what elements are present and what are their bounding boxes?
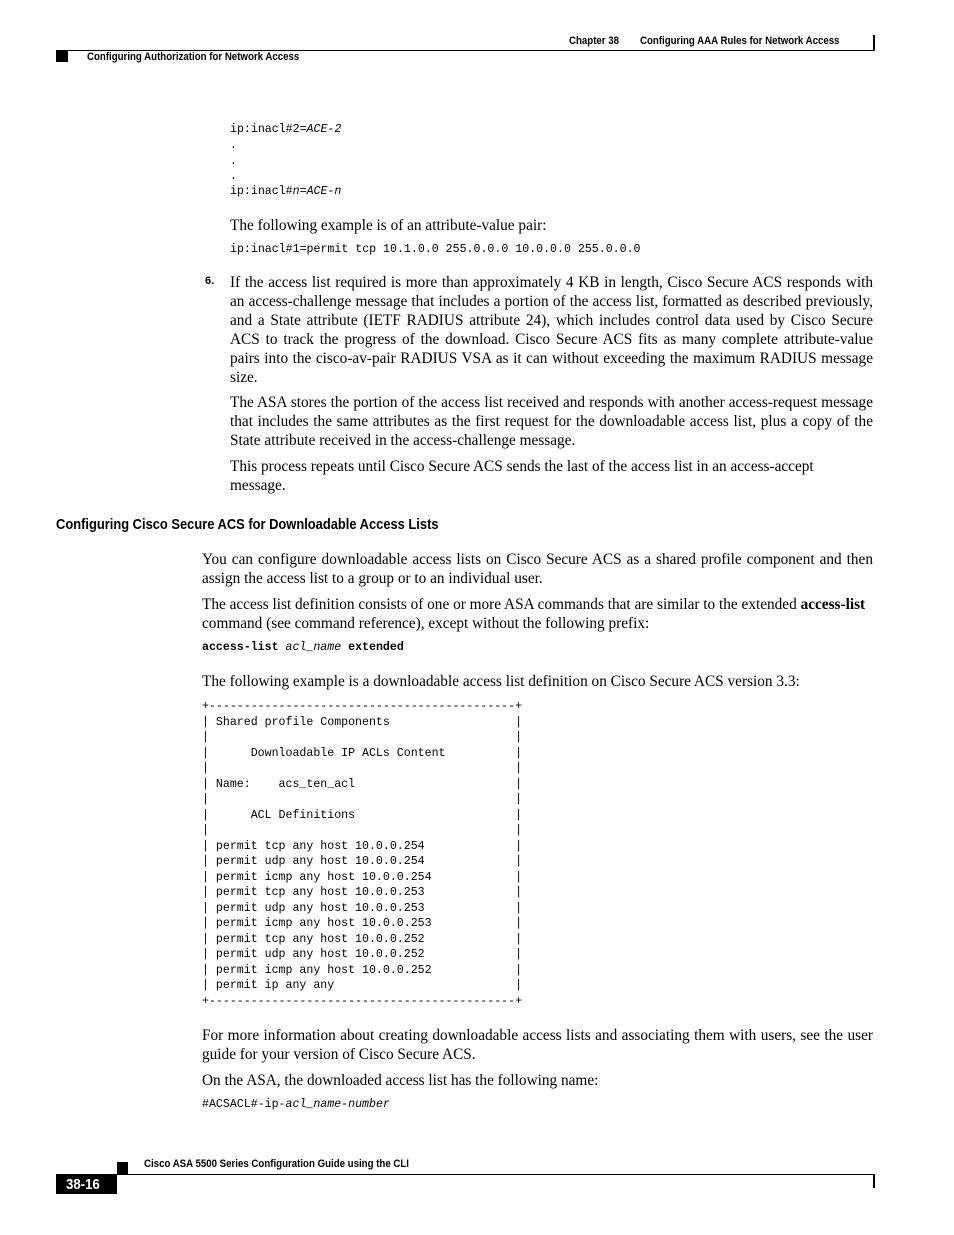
acl-box-line: | permit udp any host 10.0.0.253 |	[202, 901, 523, 915]
footer-marker	[117, 1162, 128, 1174]
acl-box-line: | Downloadable IP ACLs Content |	[202, 746, 523, 760]
acl-box-line: | |	[202, 824, 523, 837]
acl-box-line: +--------------------------------------------+	[202, 994, 523, 1008]
header-marker	[56, 50, 68, 62]
acl-box-line: | ACL Definitions |	[202, 808, 523, 822]
acl-box-line: | Shared profile Components |	[202, 715, 523, 729]
header-section: Configuring Authorization for Network Access	[87, 51, 300, 63]
code-dot: .	[230, 155, 237, 168]
avp-intro: The following example is of an attribute-value pair:	[230, 217, 547, 234]
acl-definition-box	[202, 699, 522, 1009]
paragraph: For more information about creating downloadable access lists and associating them with users, see the user guide for your version of Cisco Secure ACS.	[202, 1027, 873, 1063]
footer-rule	[117, 1174, 875, 1175]
acl-box-line: | permit udp any host 10.0.0.254 |	[202, 855, 523, 868]
step-number: 6.	[205, 275, 215, 287]
acl-name-format: #ACSACL#-ip-acl_name-number	[202, 1098, 390, 1111]
acl-box-line: | |	[202, 793, 523, 806]
code-line: ip:inacl#n=ACE-n	[230, 185, 342, 198]
acl-box-line: | Name: acs_ten_acl |	[202, 777, 523, 791]
paragraph: The access list definition consists of one or more ASA commands that are similar to the extended access-list command (see command reference), except without the following prefix:	[202, 596, 866, 632]
acl-box-line: | permit tcp any host 10.0.0.252 |	[202, 932, 523, 946]
acl-box-line: | |	[202, 762, 523, 775]
acl-box-line: +--------------------------------------------+	[202, 700, 523, 713]
header-chapter-title: Configuring AAA Rules for Network Access	[640, 35, 840, 47]
paragraph: You can configure downloadable access lists on Cisco Secure ACS as a shared profile component and then assign the access list to a group or to an individual user.	[202, 551, 873, 587]
code-line: ip:inacl#2=ACE-2	[230, 123, 342, 136]
avp-code: ip:inacl#1=permit tcp 10.1.0.0 255.0.0.0 10.0.0.0 255.0.0.0	[230, 243, 641, 256]
paragraph: The following example is a downloadable access list definition on Cisco Secure ACS version 3.3:	[202, 673, 800, 690]
step-text: If the access list required is more than approximately 4 KB in length, Cisco Secure ACS responds with an access-challenge message that includes a portion of the access list, formatted as described previously, and a State attribute (IETF RADIUS attribute 24), which includes control data used by Cisco Secure ACS to track the progress of the download. Cisco Secure ACS fits as many complete attribute-value pairs into the cisco-av-pair RADIUS VSA as it can without exceeding the maximum RADIUS message size.	[230, 274, 873, 386]
acl-box-line: | permit udp any host 10.0.0.252 |	[202, 948, 523, 961]
footer-guide-title: Cisco ASA 5500 Series Configuration Guide using the CLI	[144, 1158, 409, 1170]
acl-box-line: | |	[202, 731, 523, 744]
acl-box-line: | permit icmp any host 10.0.0.252 |	[202, 963, 523, 977]
acl-box-line: | permit tcp any host 10.0.0.253 |	[202, 886, 523, 899]
acl-box-line: | permit icmp any host 10.0.0.254 |	[202, 870, 523, 884]
header-rule-vertical	[873, 35, 875, 50]
footer-rule-vertical	[873, 1174, 875, 1188]
acl-box-line: | permit icmp any host 10.0.0.253 |	[202, 917, 523, 930]
acl-box-line: | permit ip any any |	[202, 979, 523, 992]
step-paragraph: The ASA stores the portion of the access list received and responds with another access-request message that includes the same attributes as the first request for the downloadable access list, plus a copy of the State attribute received in the access-challenge message.	[230, 394, 873, 449]
acl-box-line: | permit tcp any host 10.0.0.254 |	[202, 839, 523, 853]
code-dot: .	[230, 170, 237, 183]
header-chapter: Chapter 38	[569, 35, 620, 47]
code-dot: .	[230, 139, 237, 152]
section-heading: Configuring Cisco Secure ACS for Downloadable Access Lists	[56, 516, 439, 533]
command-syntax: access-list acl_name extended	[202, 641, 404, 654]
step-paragraph: This process repeats until Cisco Secure ACS sends the last of the access list in an access-accept message.	[230, 458, 814, 494]
page-number-badge	[56, 1174, 117, 1194]
paragraph: On the ASA, the downloaded access list has the following name:	[202, 1072, 599, 1089]
page-number: 38-16	[66, 1176, 100, 1193]
